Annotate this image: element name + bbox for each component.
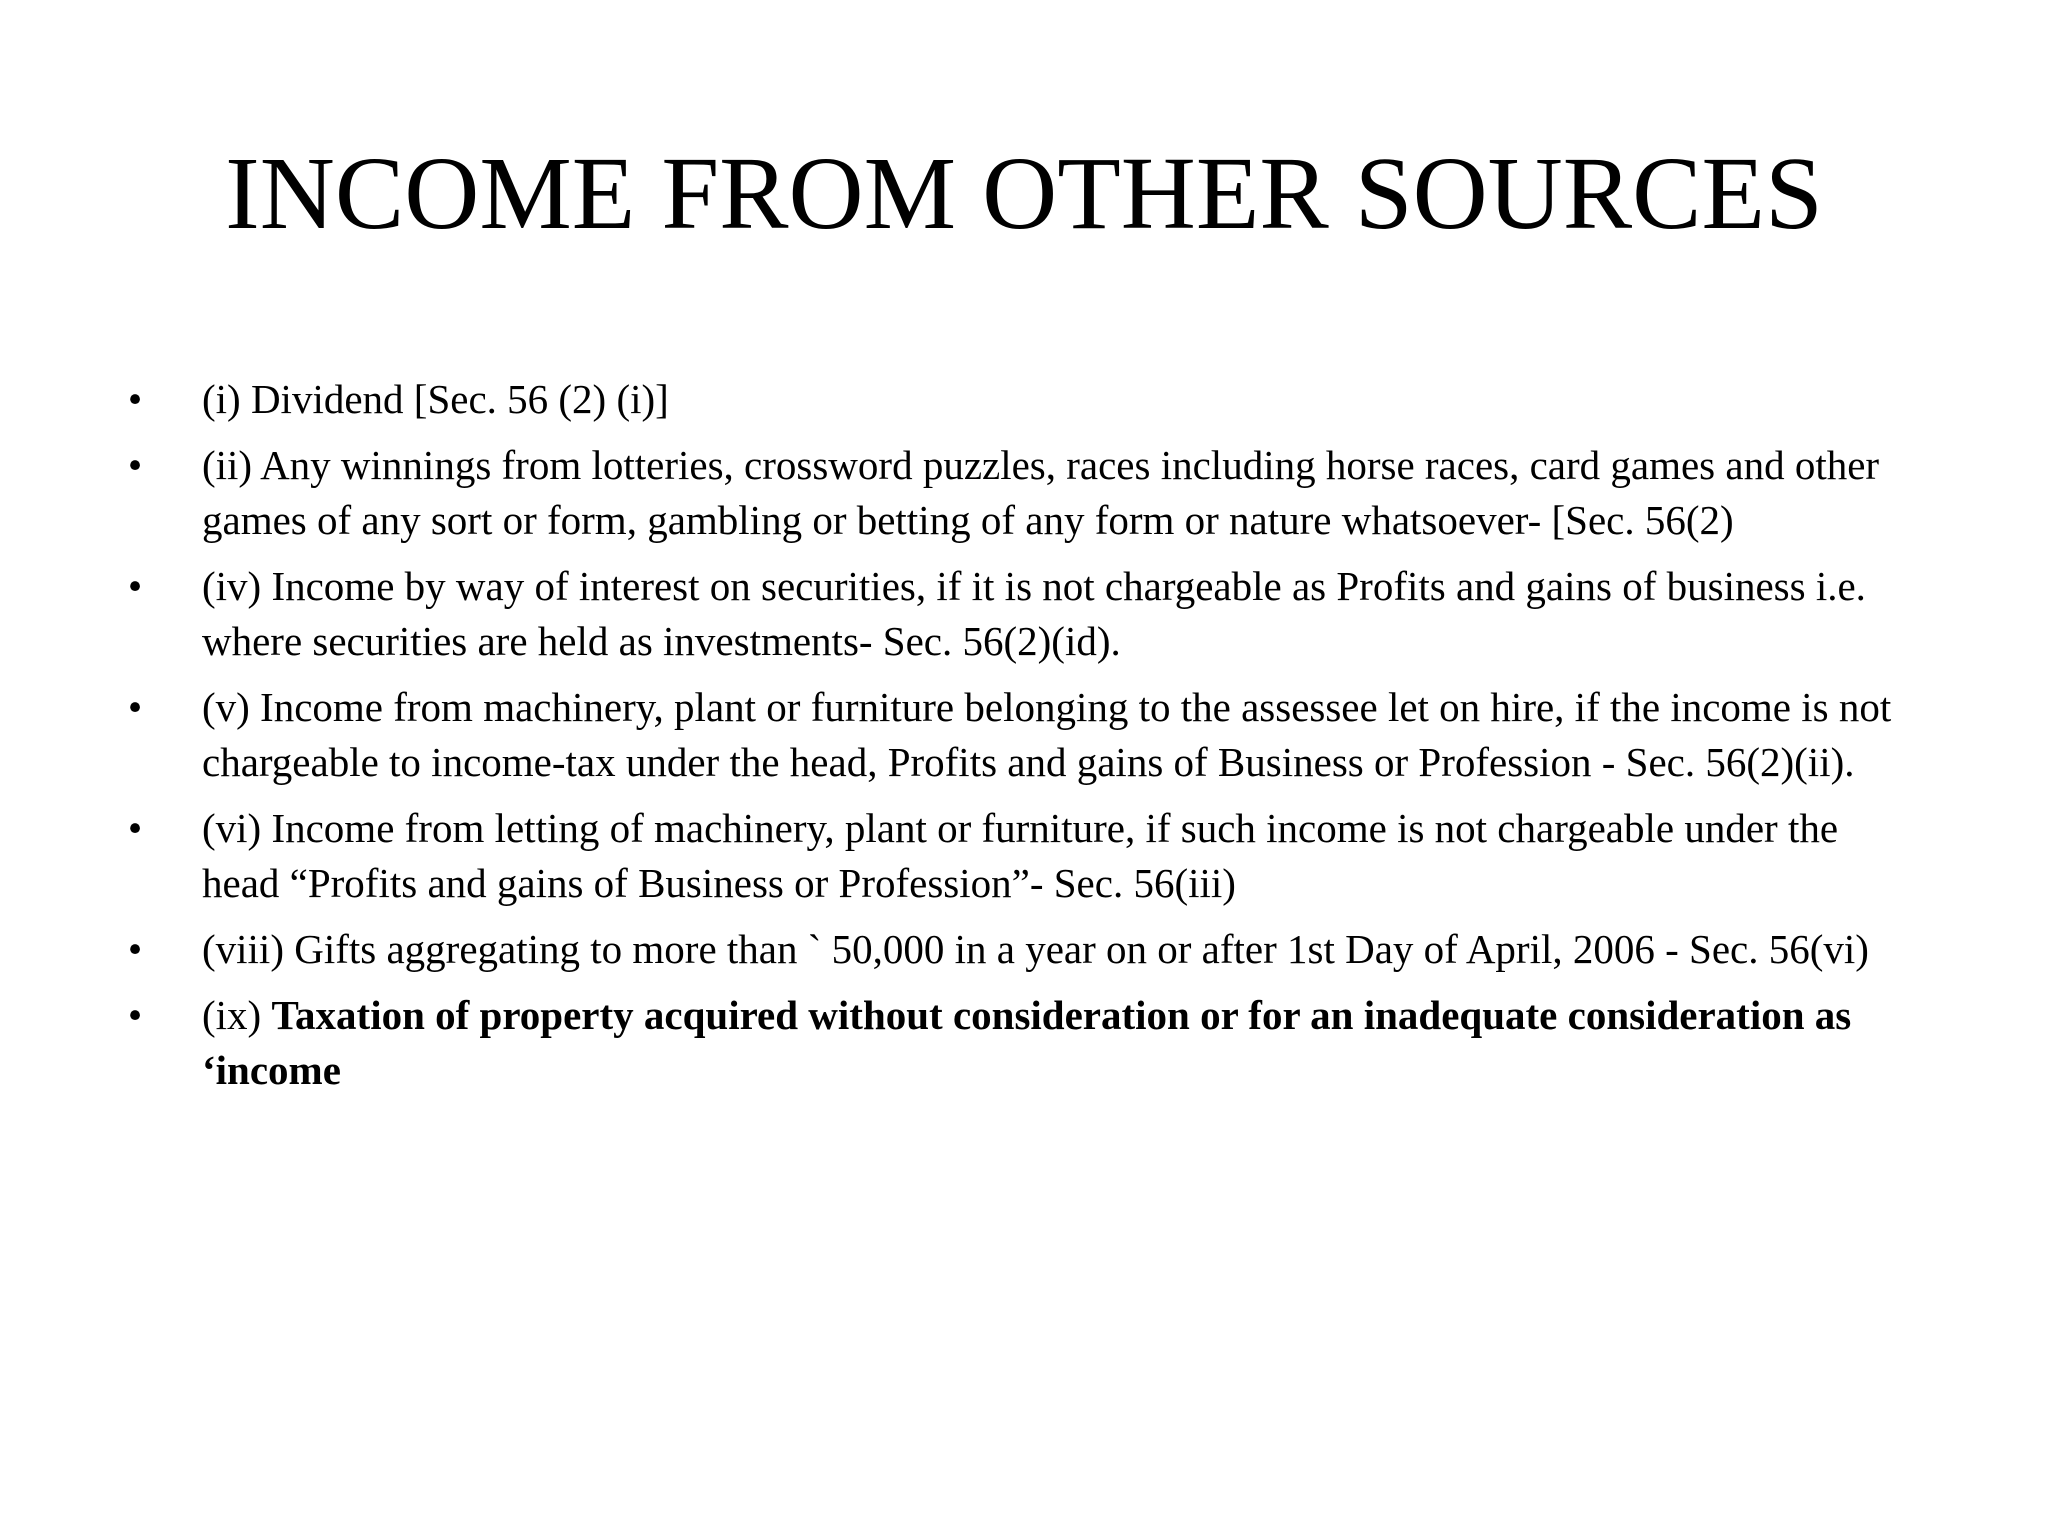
list-item-text: (viii) Gifts aggregating to more than ` 50,000 in a year on or after 1st Day of April, 2006 - Sec. 56(vi) bbox=[202, 926, 1869, 972]
list-item bbox=[120, 680, 1920, 790]
list-item-bold-text: Taxation of property acquired without consideration or for an inadequate consideration as ‘income bbox=[202, 992, 1852, 1093]
bullet-icon: • bbox=[127, 684, 143, 730]
bullet-icon: • bbox=[127, 805, 143, 851]
list-item bbox=[120, 988, 1920, 1098]
list-item-text: (i) Dividend [Sec. 56 (2) (i)] bbox=[202, 376, 669, 422]
list-item-text: (v) Income from machinery, plant or furniture belonging to the assessee let on hire, if the income is not chargeable to income-tax under the head, Profits and gains of Business or Profession - Sec. 56(2)(ii). bbox=[202, 684, 1892, 785]
list-item bbox=[120, 559, 1920, 669]
bullet-list bbox=[120, 372, 1920, 1109]
list-item-text: (ii) Any winnings from lotteries, crossword puzzles, races including horse races, card games and other games of any sort or form, gambling or betting of any form or nature whatsoever- [Sec. 56(2) bbox=[202, 442, 1880, 543]
bullet-icon: • bbox=[127, 926, 143, 972]
bullet-icon: • bbox=[127, 992, 143, 1038]
list-item bbox=[120, 922, 1920, 977]
list-item-text: (vi) Income from letting of machinery, plant or furniture, if such income is not chargeable under the head “Profits and gains of Business or Profession”- Sec. 56(iii) bbox=[202, 805, 1839, 906]
list-item bbox=[120, 801, 1920, 911]
bullet-icon: • bbox=[127, 563, 143, 609]
list-item-text: (iv) Income by way of interest on securities, if it is not chargeable as Profits and gains of business i.e. where securities are held as investments- Sec. 56(2)(id). bbox=[202, 563, 1866, 664]
list-item-prefix: (ix) bbox=[202, 992, 272, 1038]
list-item bbox=[120, 438, 1920, 548]
bullet-icon: • bbox=[127, 376, 143, 422]
slide-title: INCOME FROM OTHER SOURCES bbox=[225, 136, 1823, 251]
list-item bbox=[120, 372, 1920, 427]
bullet-icon: • bbox=[127, 442, 143, 488]
